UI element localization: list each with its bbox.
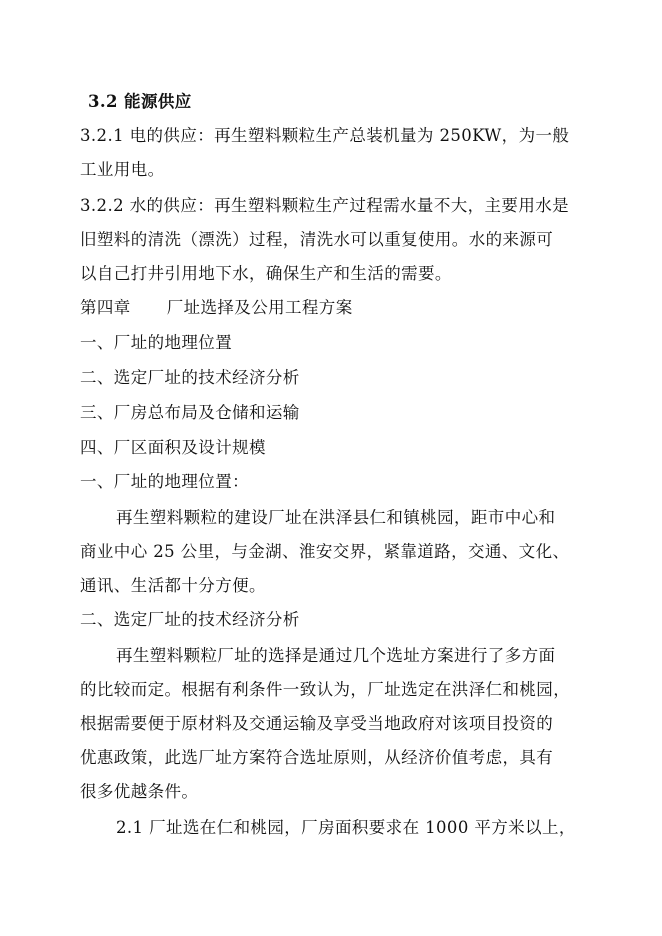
paragraph-line: 通讯、生活都十分方便。 [80, 576, 266, 595]
paragraph-line: 的比较而定。根据有利条件一致认为，厂址选定在洪泽仁和桃园， [80, 680, 571, 699]
chapter-heading [80, 296, 353, 320]
paragraph-line: 工业用电。 [80, 160, 165, 179]
paragraph-line: 商业中心 25 公里，与金湖、淮安交界，紧靠道路，交通、文化、 [80, 542, 570, 561]
paragraph-line: 再生塑料颗粒的建设厂址在洪泽县仁和镇桃园，距市中心和 [116, 508, 556, 527]
toc-item: 三、厂房总布局及仓储和运输 [80, 403, 300, 422]
sub-heading: 二、选定厂址的技术经济分析 [80, 610, 300, 629]
paragraph-line: 以自己打井引用地下水，确保生产和生活的需要。 [80, 264, 452, 283]
paragraph-line: 旧塑料的清洗（漂洗）过程，清洗水可以重复使用。水的来源可 [80, 230, 554, 249]
toc-item: 四、厂区面积及设计规模 [80, 438, 266, 457]
toc-item: 二、选定厂址的技术经济分析 [80, 368, 300, 387]
toc-item: 一、厂址的地理位置 [80, 333, 233, 352]
chapter-title: 厂址选择及公用工程方案 [166, 298, 353, 317]
paragraph-line: 2.1 厂址选在仁和桃园，厂房面积要求在 1000 平方米以上， [116, 818, 576, 837]
section-heading: 3.2 能源供应 [88, 92, 192, 111]
paragraph-line: 3.2.1 电的供应：再生塑料颗粒生产总装机量为 250KW，为一般 [80, 126, 570, 145]
paragraph-line: 根据需要便于原材料及交通运输及享受当地政府对该项目投资的 [80, 714, 554, 733]
paragraph-line: 很多优越条件。 [80, 782, 199, 801]
paragraph-line: 优惠政策，此选厂址方案符合选址原则，从经济价值考虑，具有 [80, 748, 554, 767]
sub-heading: 一、厂址的地理位置： [80, 472, 249, 491]
chapter-number: 第四章 [80, 298, 131, 317]
paragraph-line: 再生塑料颗粒厂址的选择是通过几个选址方案进行了多方面 [116, 646, 556, 665]
paragraph-line: 3.2.2 水的供应：再生塑料颗粒生产过程需水量不大，主要用水是 [80, 196, 570, 215]
